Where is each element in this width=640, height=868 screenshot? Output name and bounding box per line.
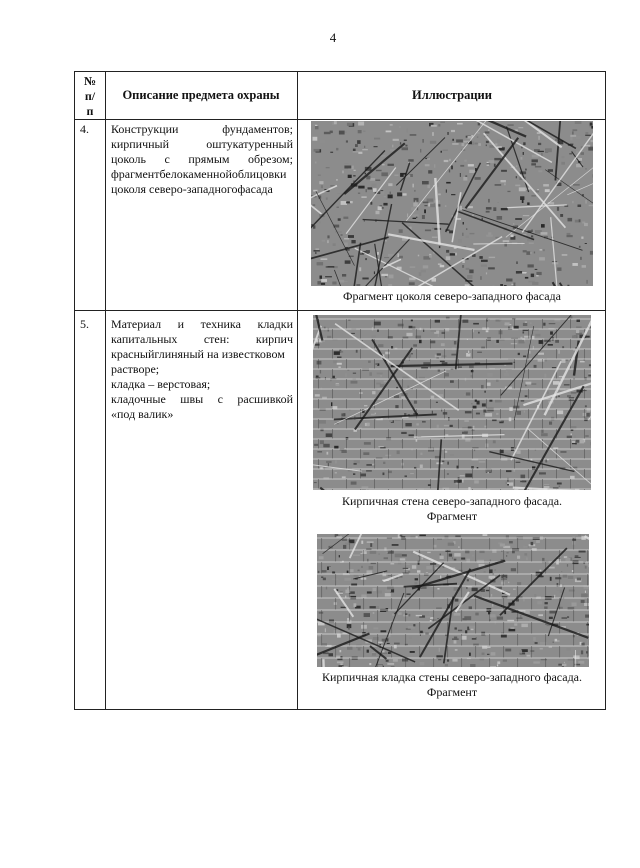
photo-caption: Кирпичная кладка стены северо-западного фасада. Фрагмент: [321, 670, 583, 699]
page-number: 4: [329, 30, 337, 45]
row-description: Материал и техника кладки капитальных стен: кирпич красныйглиняный на известковом растворе; кладка – верстовая; кладочные швы с расшивкой «под валик»: [111, 317, 293, 421]
photo-caption: Фрагмент цоколя северо-западного фасада: [342, 289, 561, 303]
header-description: Описание предмета охраны: [122, 88, 280, 102]
plinth-photo: [311, 121, 593, 286]
row-divider: [75, 310, 605, 311]
header-illustrations: Иллюстрации: [412, 88, 492, 102]
photo-caption: Кирпичная стена северо-западного фасада. Фрагмент: [341, 494, 563, 523]
masonry-photo: [317, 534, 589, 667]
row-number: 5.: [80, 317, 89, 331]
header-number: № п/ п: [83, 74, 97, 118]
heritage-table: [74, 71, 606, 710]
column-divider: [297, 72, 298, 709]
brick-wall-photo: [313, 315, 591, 490]
column-divider: [105, 72, 106, 709]
row-divider: [75, 119, 605, 120]
row-description: Конструкции фундаментов; кирпичный оштукатуренный цоколь с прямым обрезом; фрагментбелокаменнойоблицовки цоколя северо-западногофасада: [111, 122, 293, 196]
row-number: 4.: [80, 122, 89, 136]
